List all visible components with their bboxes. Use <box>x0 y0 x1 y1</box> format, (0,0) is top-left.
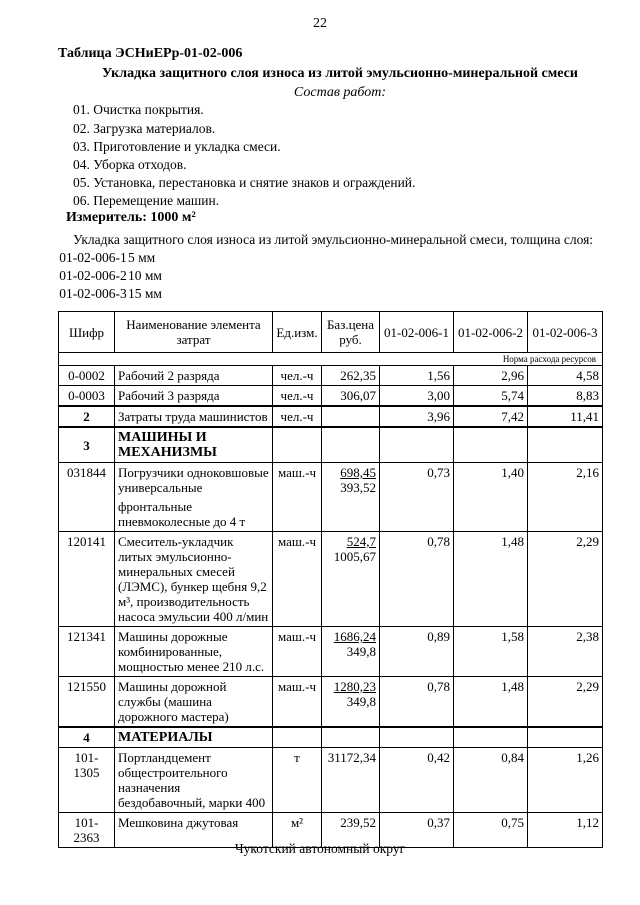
row-v1: 0,89 <box>380 627 454 677</box>
row-code: 121341 <box>59 627 115 677</box>
variant-value: 5 мм <box>128 250 156 265</box>
row-code: 101-1305 <box>59 748 115 813</box>
price-main: 1280,23 <box>333 679 376 694</box>
row-v2: 0,84 <box>454 748 528 813</box>
header-v1: 01-02-006-1 <box>380 312 454 353</box>
row-v3: 1,26 <box>528 748 603 813</box>
row-v1: 3,96 <box>380 406 454 427</box>
row-price <box>322 627 380 677</box>
row-name-line: фронтальные пневмоколесные до 4 т <box>118 499 246 529</box>
row-v2: 7,42 <box>454 406 528 427</box>
row-v1: 3,00 <box>380 386 454 407</box>
work-item: 02. Загрузка материалов. <box>73 121 216 136</box>
table-row <box>59 366 603 386</box>
row-v2: 1,48 <box>454 677 528 728</box>
row-unit: чел.-ч <box>273 386 322 407</box>
row-name: Машины дорожной службы (машина дорожного мастера) <box>115 677 273 728</box>
row-code: 2 <box>59 406 115 427</box>
variant-code: 01-02-006-3 <box>59 286 127 301</box>
row-v1: 1,56 <box>380 366 454 386</box>
variant-code: 01-02-006-1 <box>59 250 127 265</box>
table-row <box>59 532 603 627</box>
row-price: 31172,34 <box>322 748 380 813</box>
row-unit: маш.-ч <box>273 627 322 677</box>
header-v3: 01-02-006-3 <box>528 312 603 353</box>
row-v3: 2,29 <box>528 532 603 627</box>
price-secondary: 1005,67 <box>333 549 376 564</box>
row-v3: 8,83 <box>528 386 603 407</box>
row-v3: 1,12 <box>528 813 603 848</box>
table-row <box>59 677 603 728</box>
table-header <box>59 312 603 353</box>
row-v2: 1,40 <box>454 463 528 532</box>
header-unit: Ед.изм. <box>273 312 322 353</box>
row-unit: т <box>273 748 322 813</box>
price-main: 1686,24 <box>333 629 376 644</box>
row-code: 101-2363 <box>59 813 115 848</box>
norm-row <box>59 353 603 366</box>
row-v2: 5,74 <box>454 386 528 407</box>
row-v3: 11,41 <box>528 406 603 427</box>
section-row <box>59 727 603 748</box>
row-v2: 1,58 <box>454 627 528 677</box>
row-v2: 2,96 <box>454 366 528 386</box>
header-name: Наименование элемента затрат <box>115 312 273 353</box>
row-name: Мешковина джутовая <box>115 813 273 848</box>
norm-label: Норма расхода ресурсов <box>59 353 603 366</box>
row-unit: м² <box>273 813 322 848</box>
row-name: Затраты труда машинистов <box>115 406 273 427</box>
work-item: 03. Приготовление и укладка смеси. <box>73 139 281 154</box>
table-row <box>59 386 603 407</box>
row-price: 262,35 <box>322 366 380 386</box>
resource-table <box>58 311 603 848</box>
measurer: Измеритель: 1000 м² <box>66 210 196 225</box>
row-name: Портландцемент общестроительного назначения бездобавочный, марки 400 <box>115 748 273 813</box>
table-row <box>59 748 603 813</box>
row-code: 0-0003 <box>59 386 115 407</box>
header-v2: 01-02-006-2 <box>454 312 528 353</box>
section-title: МАШИНЫ И МЕХАНИЗМЫ <box>115 427 273 463</box>
row-v3: 2,38 <box>528 627 603 677</box>
row-unit: маш.-ч <box>273 532 322 627</box>
section-code: 4 <box>59 727 115 748</box>
row-v3: 4,58 <box>528 366 603 386</box>
table-row <box>59 463 603 532</box>
variant <box>58 250 155 266</box>
price-secondary: 393,52 <box>340 480 376 495</box>
price-secondary: 349,8 <box>346 644 376 659</box>
row-name: Смеситель-укладчик литых эмульсионно-минеральных смесей (ЛЭМС), бункер щебня 9,2 м³, производительность насоса эмульсии 400 л/мин <box>115 532 273 627</box>
section-title: МАТЕРИАЛЫ <box>115 727 273 748</box>
work-item: 04. Уборка отходов. <box>73 157 187 172</box>
footer-region: Чукотский автономный округ <box>234 841 406 856</box>
row-price <box>322 532 380 627</box>
row-v1: 0,78 <box>380 677 454 728</box>
variant <box>58 286 162 302</box>
row-v1: 0,78 <box>380 532 454 627</box>
row-unit: маш.-ч <box>273 463 322 532</box>
table-title: Таблица ЭСНиЕРр-01-02-006 <box>58 46 243 61</box>
row-code: 0-0002 <box>59 366 115 386</box>
header-code: Шифр <box>59 312 115 353</box>
composition-label: Состав работ: <box>293 85 387 100</box>
row-price <box>322 463 380 532</box>
row-code: 121550 <box>59 677 115 728</box>
variant <box>58 268 162 284</box>
row-v1: 0,73 <box>380 463 454 532</box>
section-code: 3 <box>59 427 115 463</box>
work-item: 01. Очистка покрытия. <box>73 102 204 117</box>
row-v3: 2,29 <box>528 677 603 728</box>
row-code: 031844 <box>59 463 115 532</box>
row-unit: чел.-ч <box>273 406 322 427</box>
work-item: 06. Перемещение машин. <box>73 193 220 208</box>
variant-value: 15 мм <box>128 286 162 301</box>
row-price: 239,52 <box>322 813 380 848</box>
row-name: Рабочий 2 разряда <box>115 366 273 386</box>
header-price: Баз.цена руб. <box>322 312 380 353</box>
subtitle: Укладка защитного слоя износа из литой эмульсионно-минеральной смеси <box>102 66 578 81</box>
price-secondary: 349,8 <box>346 694 376 709</box>
variant-code: 01-02-006-2 <box>59 268 127 283</box>
section-row <box>59 427 603 463</box>
table-row <box>59 627 603 677</box>
work-item: 05. Установка, перестановка и снятие знаков и ограждений. <box>73 175 416 190</box>
price-main: 698,45 <box>340 465 376 480</box>
row-price: 306,07 <box>322 386 380 407</box>
row-name-line: Погрузчики одноковшовые универсальные <box>118 465 269 495</box>
price-main: 524,7 <box>346 534 376 549</box>
row-v3: 2,16 <box>528 463 603 532</box>
row-code: 120141 <box>59 532 115 627</box>
page-number: 22 <box>313 16 327 31</box>
row-v2: 1,48 <box>454 532 528 627</box>
row-v2: 0,75 <box>454 813 528 848</box>
row-price <box>322 677 380 728</box>
row-name <box>115 463 273 532</box>
variant-value: 10 мм <box>128 268 162 283</box>
row-v1: 0,42 <box>380 748 454 813</box>
table-row <box>59 406 603 427</box>
description: Укладка защитного слоя износа из литой эмульсионно-минеральной смеси, толщина слоя: <box>73 232 594 247</box>
row-v1: 0,37 <box>380 813 454 848</box>
row-name: Машины дорожные комбинированные, мощностью менее 210 л.с. <box>115 627 273 677</box>
row-unit: чел.-ч <box>273 366 322 386</box>
row-name: Рабочий 3 разряда <box>115 386 273 407</box>
row-unit: маш.-ч <box>273 677 322 728</box>
row-price <box>322 406 380 427</box>
